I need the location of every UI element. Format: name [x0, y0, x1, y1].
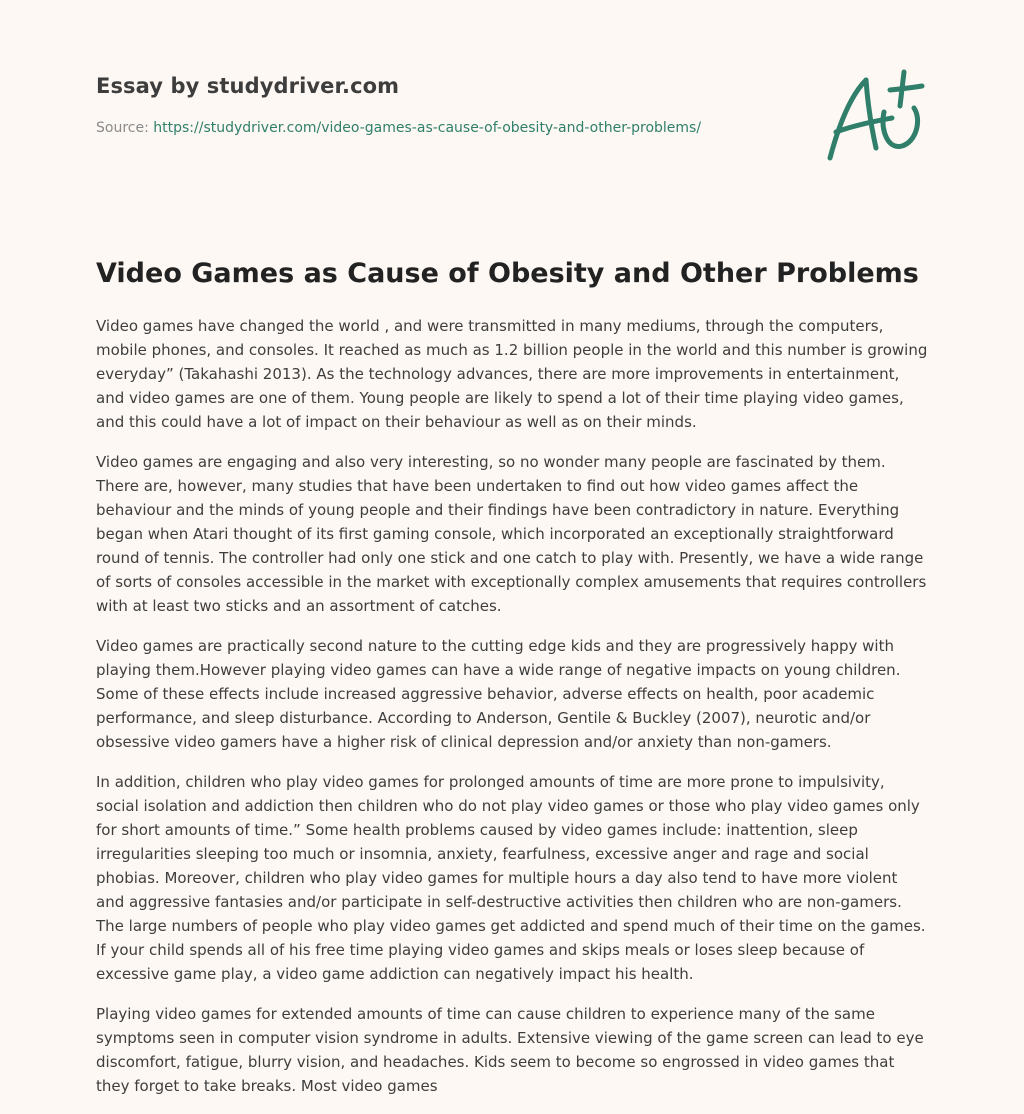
- source-line: [96, 120, 816, 136]
- a-plus-grade-logo-icon: [818, 68, 928, 168]
- article-body: [96, 314, 930, 1114]
- header: [96, 74, 816, 136]
- paragraph: Video games are practically second nature to the cutting edge kids and they are progressively happy with playing them.However playing video games can have a wide range of negative impacts on young children. Some of these effects include increased aggressive behavior, adverse effects on health, poor academic performance, and sleep disturbance. According to Anderson, Gentile & Buckley (2007), neurotic and/or obsessive video gamers have a higher risk of clinical depression and/or anxiety than non-gamers.: [96, 637, 901, 751]
- source-link[interactable]: https://studydriver.com/video-games-as-cause-of-obesity-and-other-problems/: [153, 120, 702, 136]
- paragraph: Playing video games for extended amounts of time can cause children to experience many of the same symptoms seen in computer vision syndrome in adults. Extensive viewing of the game screen can lead to eye discomfort, fatigue, blurry vision, and headaches. Kids seem to become so engrossed in video games that they forget to take breaks. Most video games: [96, 1005, 924, 1095]
- brand-title: Essay by studydriver.com: [96, 74, 400, 98]
- paragraph: Video games have changed the world , and were transmitted in many mediums, through the computers, mobile phones, and consoles. It reached as much as 1.2 billion people in the world and this number is growing everyday” (Takahashi 2013). As the technology advances, there are more improvements in entertainment, and video games are one of them. Young people are likely to spend a lot of their time playing video games, and this could have a lot of impact on their behaviour as well as on their minds.: [96, 317, 928, 431]
- article-title: Video Games as Cause of Obesity and Other Problems: [96, 258, 919, 289]
- paragraph: In addition, children who play video games for prolonged amounts of time are more prone to impulsivity, social isolation and addiction then children who do not play video games or those who play video games only for short amounts of time.” Some health problems caused by video games include: inattention, sleep irregularities sleeping too much or insomnia, anxiety, fearfulness, excessive anger and rage and social phobias. Moreover, children who play video games for multiple hours a day also tend to have more violent and aggressive fantasies and/or participate in self-destructive activities then children who are non-gamers. The large numbers of people who play video games get addicted and spend much of their time on the games. If your child spends all of his free time playing video games and skips meals or loses sleep because of excessive game play, a video game addiction can negatively impact his health.: [96, 773, 926, 983]
- paragraph: Video games are engaging and also very interesting, so no wonder many people are fascinated by them. There are, however, many studies that have been undertaken to find out how video games affect the behaviour and the minds of young people and their findings have been contradictory in nature. Everything began when Atari thought of its first gaming console, which incorporated an exceptionally straightforward round of tennis. The controller had only one stick and one catch to play with. Presently, we have a wide range of sorts of consoles accessible in the market with exceptionally complex amusements that requires controllers with at least two sticks and an assortment of catches.: [96, 453, 927, 615]
- source-label: Source:: [96, 120, 149, 136]
